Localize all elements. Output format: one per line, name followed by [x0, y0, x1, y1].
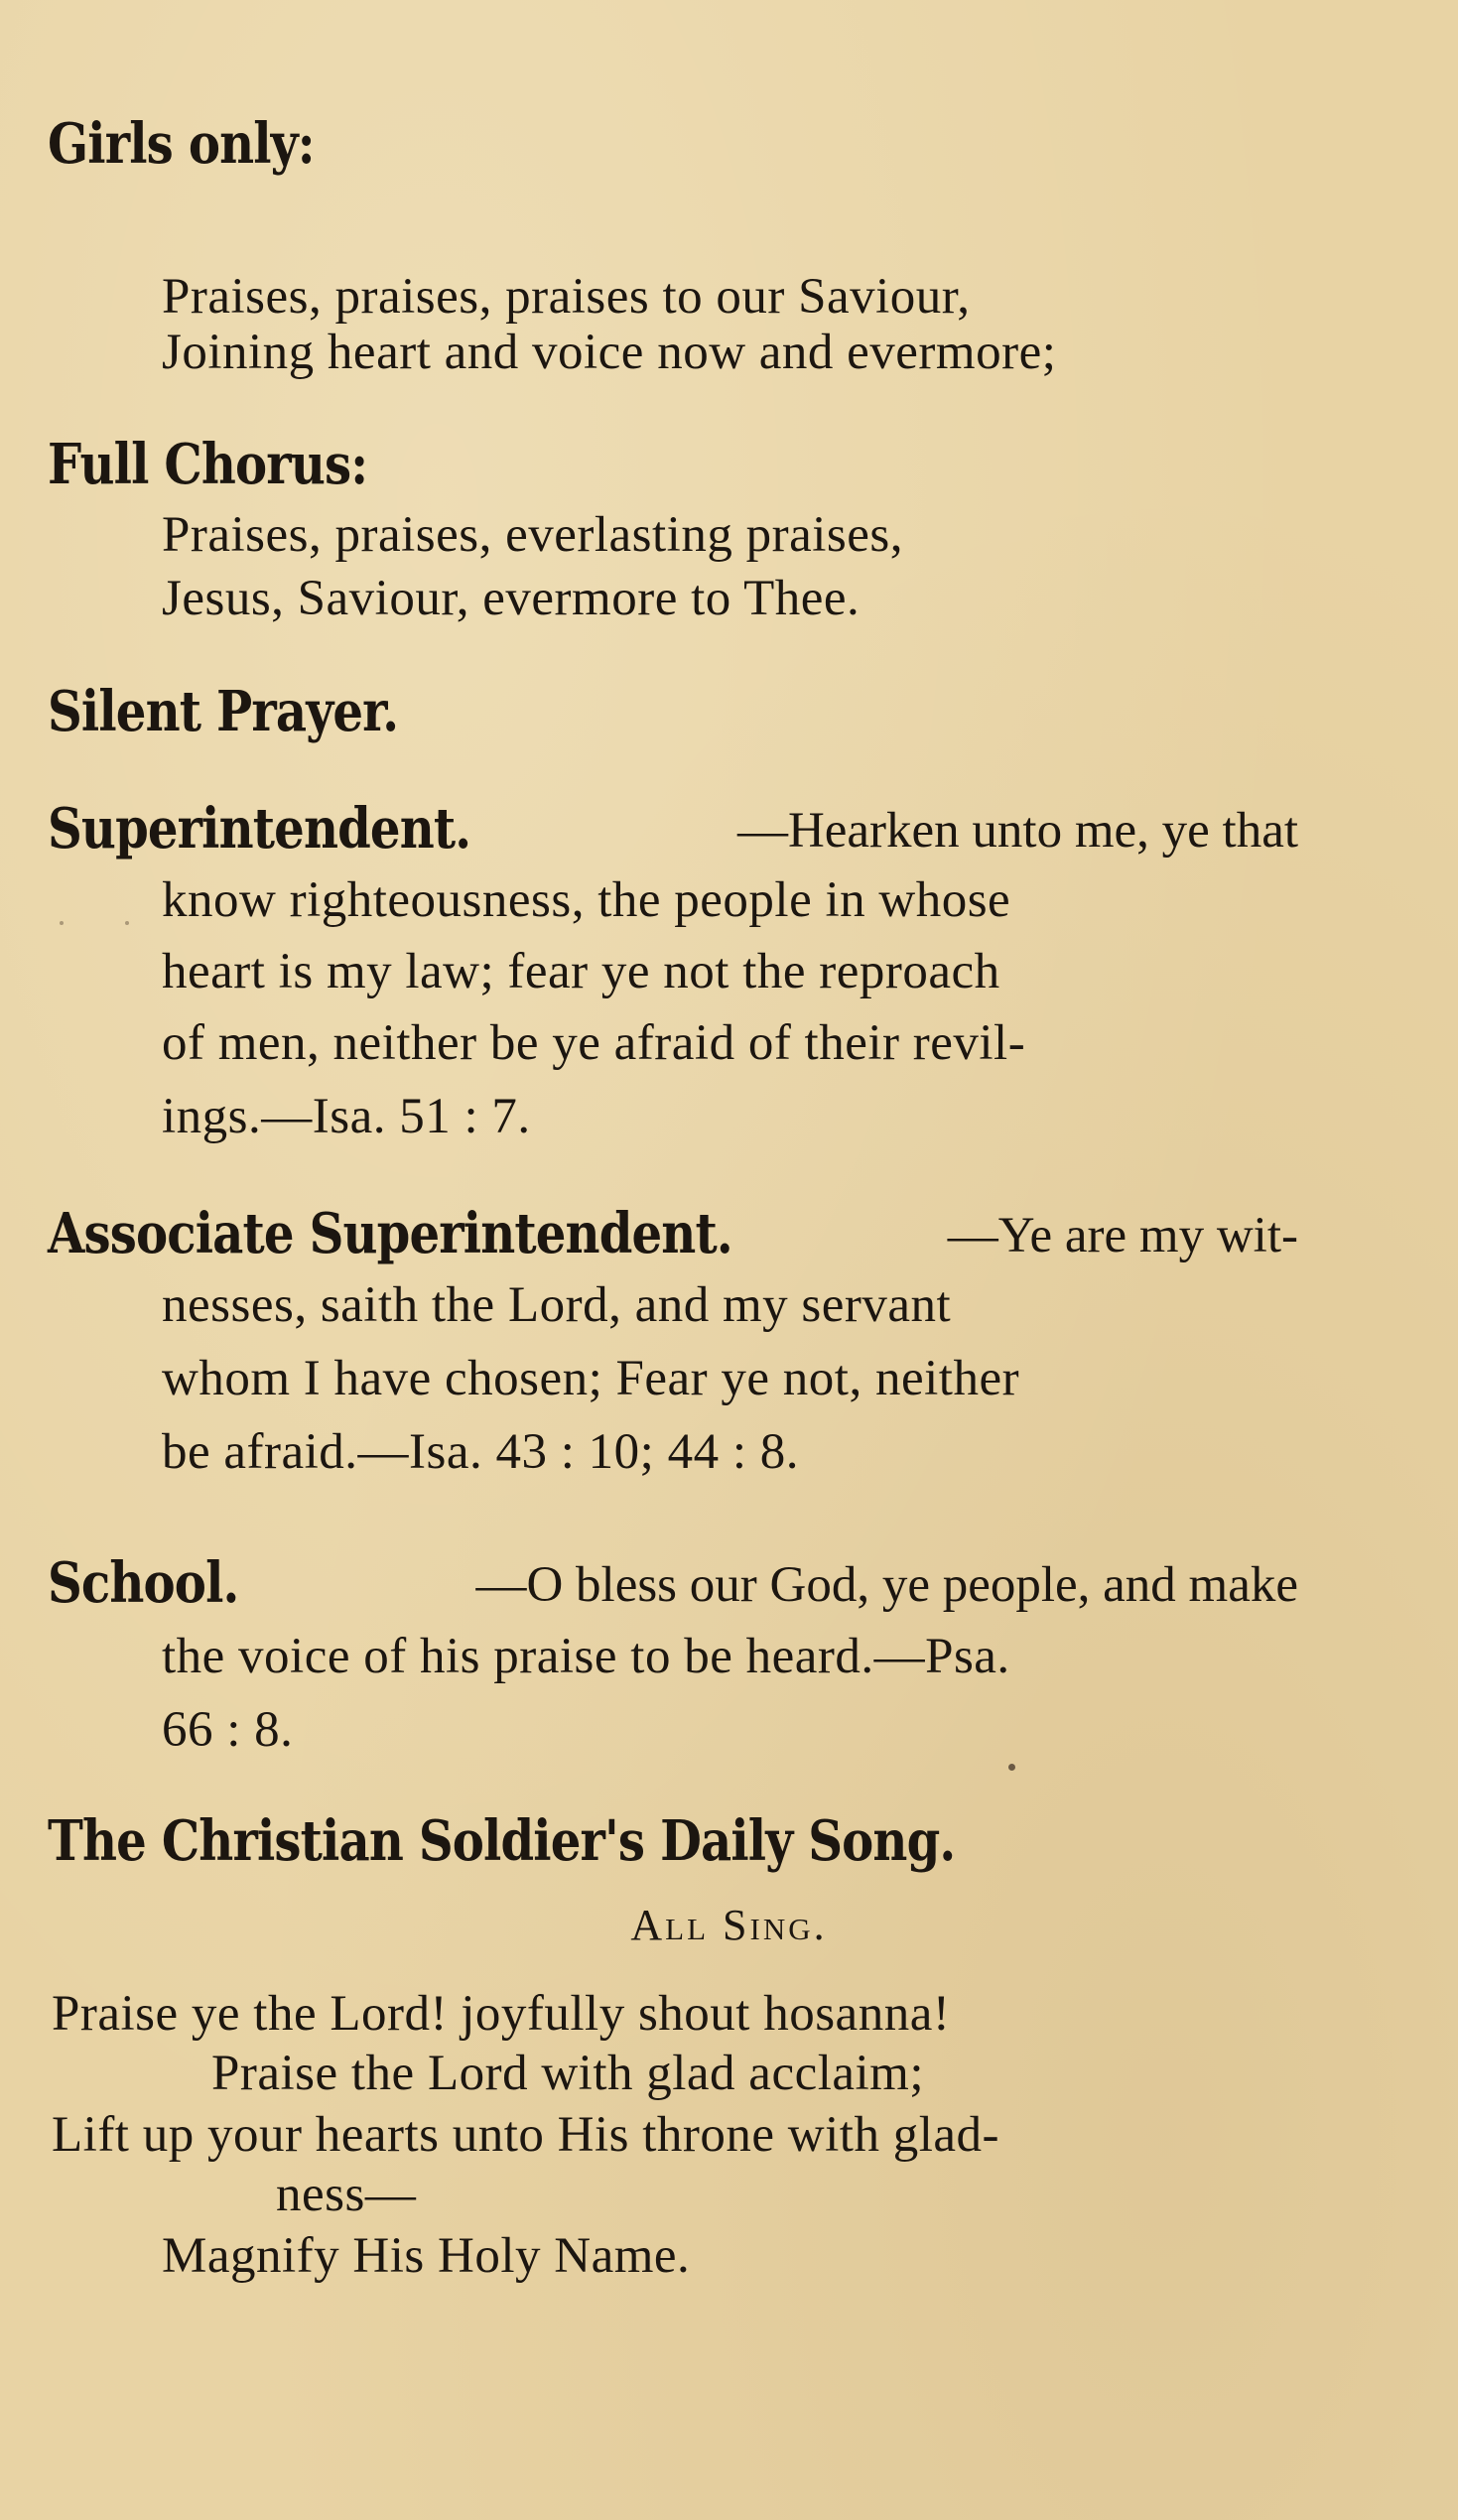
paper-speck	[60, 921, 64, 925]
girls-only-line-1: Praises, praises, praises to our Saviour,	[162, 269, 971, 325]
superintendent-line-2: know righteousness, the people in whose	[162, 872, 1011, 928]
song-direction: All Sing.	[630, 1901, 828, 1949]
associate-superintendent-label: Associate Superintendent.	[48, 1201, 732, 1266]
associate-text-start: —Ye are my wit-	[947, 1208, 1298, 1263]
song-title: The Christian Soldier's Daily Song.	[48, 1808, 956, 1874]
girls-only-line-2: Joining heart and voice now and evermore;	[162, 325, 1057, 380]
song-line-4: ness—	[276, 2167, 417, 2222]
superintendent-text-start: —Hearken unto me, ye that	[736, 803, 1298, 859]
full-chorus-line-2: Jesus, Saviour, evermore to Thee.	[162, 571, 861, 626]
associate-line-4: be afraid.—Isa. 43 : 10; 44 : 8.	[162, 1424, 800, 1480]
school-line-3: 66 : 8.	[162, 1702, 294, 1758]
associate-line-2: nesses, saith the Lord, and my servant	[162, 1277, 952, 1333]
song-line-1: Praise ye the Lord! joyfully shout hosanna!	[52, 1986, 951, 2042]
superintendent-first-line	[48, 796, 1298, 862]
superintendent-line-4: of men, neither be ye afraid of their revil-	[162, 1015, 1026, 1071]
full-chorus-heading: Full Chorus:	[48, 432, 368, 497]
school-label: School.	[48, 1550, 239, 1616]
full-chorus-line-1: Praises, praises, everlasting praises,	[162, 507, 903, 563]
song-line-2: Praise the Lord with glad acclaim;	[211, 2046, 925, 2101]
school-line-2: the voice of his praise to be heard.—Psa.	[162, 1629, 1010, 1684]
paper-speck	[125, 921, 129, 925]
school-text-start: —O bless our God, ye people, and make	[475, 1557, 1298, 1613]
song-line-5: Magnify His Holy Name.	[162, 2228, 691, 2284]
girls-only-heading: Girls only:	[48, 111, 315, 177]
superintendent-line-3: heart is my law; fear ye not the reproach	[162, 944, 1000, 999]
superintendent-label: Superintendent.	[48, 796, 471, 862]
silent-prayer-heading: Silent Prayer.	[48, 679, 399, 744]
song-line-3: Lift up your hearts unto His throne with glad-	[52, 2107, 999, 2163]
school-first-line	[48, 1550, 1298, 1616]
associate-line-3: whom I have chosen; Fear ye not, neither	[162, 1351, 1020, 1406]
superintendent-line-5: ings.—Isa. 51 : 7.	[162, 1089, 531, 1144]
associate-first-line	[48, 1201, 1298, 1266]
paper-speck	[1008, 1764, 1015, 1771]
